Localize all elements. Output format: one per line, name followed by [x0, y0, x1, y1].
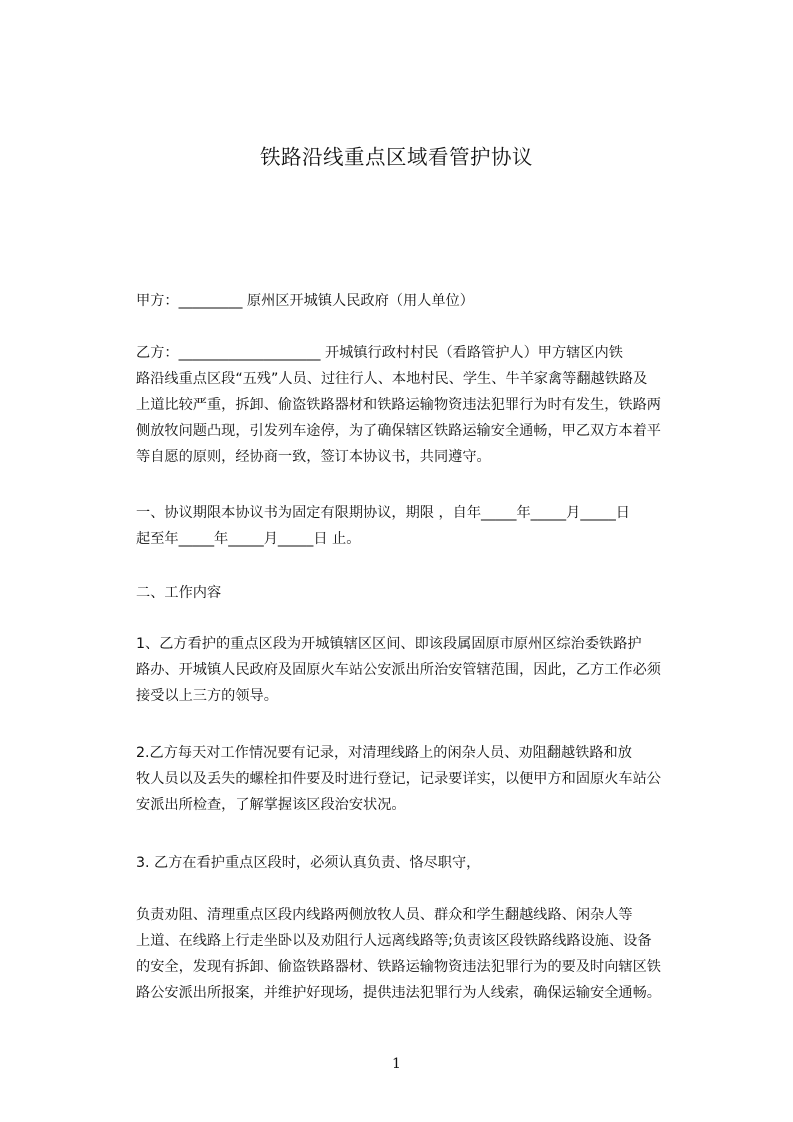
item-2-paragraph: [105, 740, 715, 818]
page-number: 1: [392, 1056, 401, 1072]
paragraph-line: 一、协议期限本协议书为固定有限期协议，期限 ，自年_____年_____月_____日: [136, 505, 630, 521]
paragraph-line: 路办、开城镇人民政府及固原火车站公安派出所治安管辖范围，因此，乙方工作必须: [136, 662, 661, 678]
paragraph-line: 路沿线重点区段“五残”人员、过往行人、本地村民、学生、牛羊家禽等翻越铁路及: [136, 371, 648, 387]
section-2-heading: 二、工作内容: [136, 585, 222, 601]
paragraph-line: 的安全，发现有拆卸、偷盗铁路器材、铁路运输物资违法犯罪行为的要及时向辖区铁: [136, 959, 661, 975]
paragraph-line: 路公安派出所报案，并维护好现场，提供违法犯罪行为人线索，确保运输安全通畅。: [136, 985, 661, 1001]
section-1-term-paragraph: [105, 500, 715, 552]
party-b-paragraph: [105, 340, 715, 470]
paragraph-line: 乙方：____________________ 开城镇行政村村民（看路管护人）甲方辖区内铁: [136, 345, 623, 361]
paragraph-line: 起至年_____年_____月_____日 止。: [136, 531, 361, 547]
paragraph-line: 侧放牧问题凸现，引发列车途停，为了确保辖区铁路运输安全通畅，甲乙双方本着平: [136, 423, 661, 439]
paragraph-line: 负责劝阻、清理重点区段内线路两侧放牧人员、群众和学生翻越线路、闲杂人等: [136, 907, 633, 923]
document-title: 铁路沿线重点区域看管护协议: [260, 145, 533, 169]
paragraph-line: 接受以上三方的领导。: [136, 688, 278, 704]
party-a-line: 甲方：_________ 原州区开城镇人民政府（用人单位）: [136, 293, 474, 309]
item-1-paragraph: [105, 631, 715, 709]
paragraph-line: 安派出所检查，了解掌握该区段治安状况。: [136, 797, 406, 813]
paragraph-line: 等自愿的原则，经协商一致，签订本协议书，共同遵守。: [136, 449, 491, 465]
paragraph-line: 上道、在线路上行走坐卧以及劝阻行人远离线路等;负责该区段铁路线路设施、设备: [136, 933, 652, 949]
item-3-detail-paragraph: [105, 902, 715, 1006]
paragraph-line: 上道比较严重，拆卸、偷盗铁路器材和铁路运输物资违法犯罪行为时有发生，铁路两: [136, 397, 661, 413]
item-3-heading: 3. 乙方在看护重点区段时，必须认真负责、恪尽职守，: [136, 855, 481, 871]
paragraph-line: 牧人员以及丢失的螺栓扣件要及时进行登记，记录要详实，以便甲方和固原火车站公: [136, 771, 661, 787]
paragraph-line: 2.乙方每天对工作情况要有记录，对清理线路上的闲杂人员、劝阻翻越铁路和放: [136, 745, 632, 761]
paragraph-line: 1、乙方看护的重点区段为开城镇辖区区间、即该段属固原市原州区综治委铁路护: [136, 636, 642, 652]
